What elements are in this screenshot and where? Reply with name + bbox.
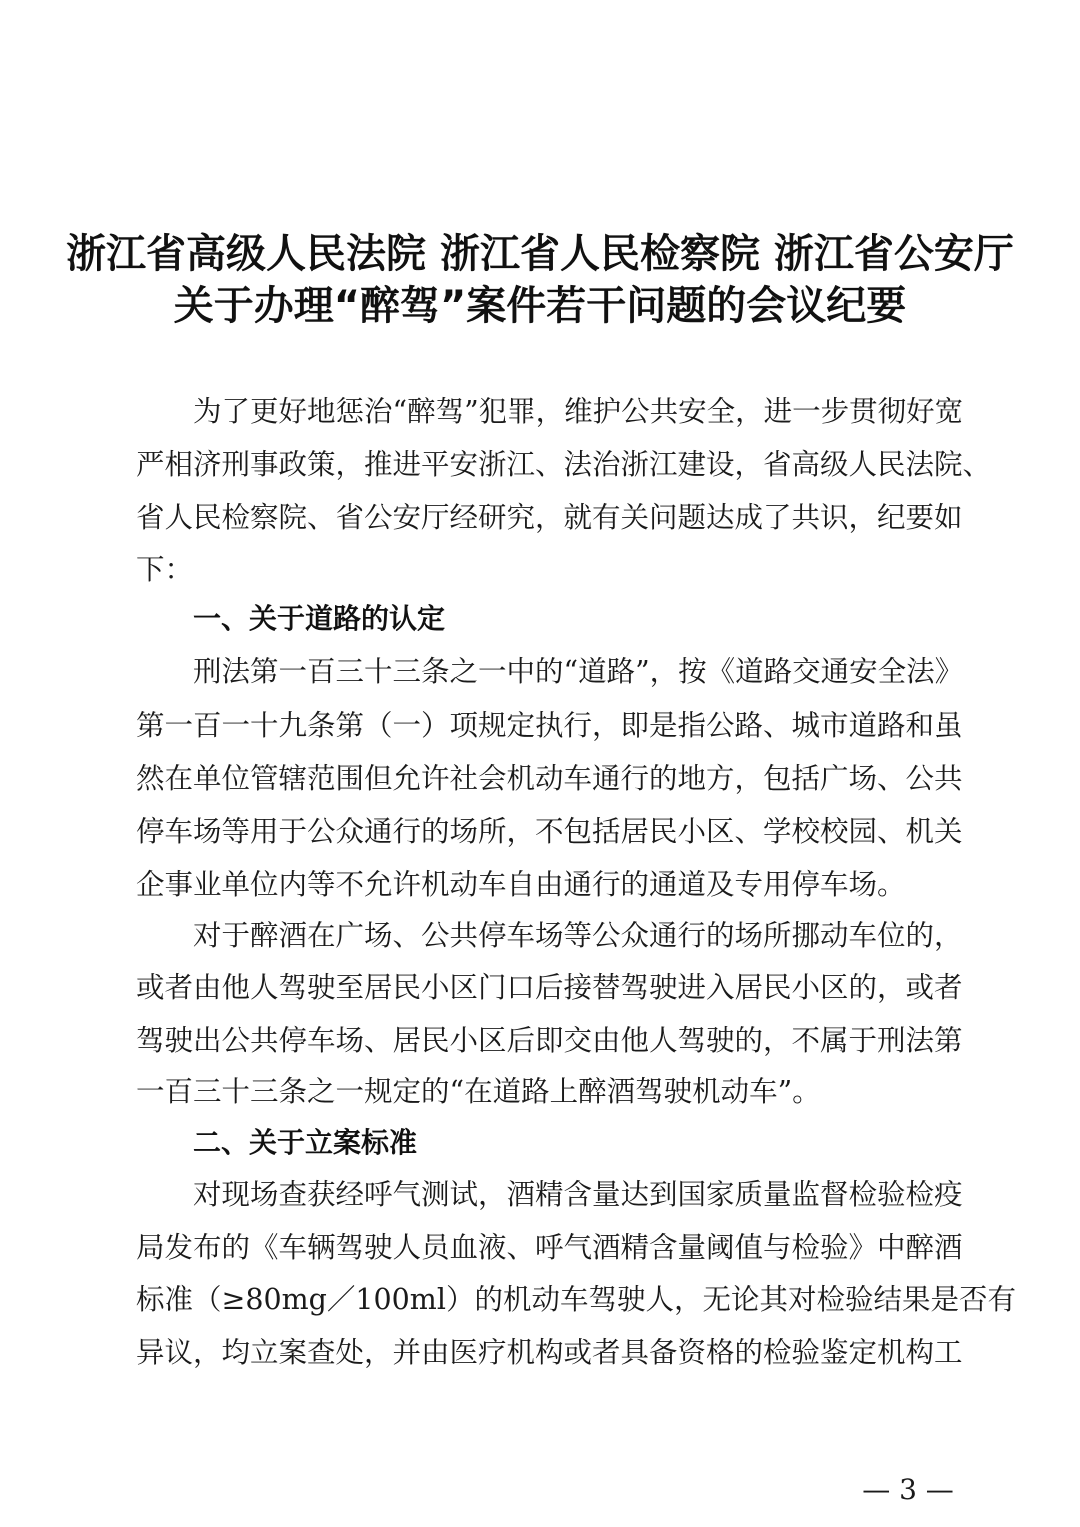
- section-1-paragraph-1-line: 停车场等用于公众通行的场所，不包括居民小区、学校校园、机关: [136, 815, 963, 848]
- section-1-paragraph-1-line: 刑法第一百三十三条之一中的“道路”，按《道路交通安全法》: [193, 655, 964, 688]
- section-1-paragraph-1-line: 第一百一十九条第（一）项规定执行，即是指公路、城市道路和虽: [136, 709, 963, 742]
- section-2-paragraph-1-line: 异议，均立案查处，并由医疗机构或者具备资格的检验鉴定机构工: [136, 1336, 963, 1369]
- intro-line: 省人民检察院、省公安厅经研究，就有关问题达成了共识，纪要如: [136, 501, 963, 534]
- intro-line: 严相济刑事政策，推进平安浙江、法治浙江建设，省高级人民法院、: [136, 448, 992, 481]
- section-1-paragraph-1-line: 然在单位管辖范围但允许社会机动车通行的地方，包括广场、公共: [136, 762, 963, 795]
- section-heading-filing-standard: 二、关于立案标准: [193, 1126, 418, 1159]
- section-1-paragraph-2-line: 驾驶出公共停车场、居民小区后即交由他人驾驶的，不属于刑法第: [136, 1024, 963, 1057]
- section-2-paragraph-1-line: 标准（≥80mg／100ml）的机动车驾驶人，无论其对检验结果是否有: [136, 1283, 1016, 1316]
- document-title-line-1: 浙江省高级人民法院 浙江省人民检察院 浙江省公安厅: [66, 231, 1014, 277]
- document-title-line-2: 关于办理“醉驾”案件若干问题的会议纪要: [173, 283, 907, 329]
- section-2-paragraph-1-line: 局发布的《车辆驾驶人员血液、呼气酒精含量阈值与检验》中醉酒: [136, 1231, 963, 1264]
- section-1-paragraph-1-line: 企事业单位内等不允许机动车自由通行的通道及专用停车场。: [136, 868, 906, 901]
- section-1-paragraph-2-line: 对于醉酒在广场、公共停车场等公众通行的场所挪动车位的，: [193, 919, 963, 952]
- page-number: — 3 —: [862, 1473, 954, 1506]
- intro-line: 为了更好地惩治“醉驾”犯罪，维护公共安全，进一步贯彻好宽: [193, 395, 964, 428]
- intro-line: 下：: [136, 553, 194, 586]
- section-1-paragraph-2-line: 或者由他人驾驶至居民小区门口后接替驾驶进入居民小区的，或者: [136, 971, 963, 1004]
- section-1-paragraph-2-line: 一百三十三条之一规定的“在道路上醉酒驾驶机动车”。: [136, 1075, 821, 1108]
- section-heading-road-definition: 一、关于道路的认定: [193, 602, 446, 635]
- section-2-paragraph-1-line: 对现场查获经呼气测试，酒精含量达到国家质量监督检验检疫: [193, 1178, 963, 1211]
